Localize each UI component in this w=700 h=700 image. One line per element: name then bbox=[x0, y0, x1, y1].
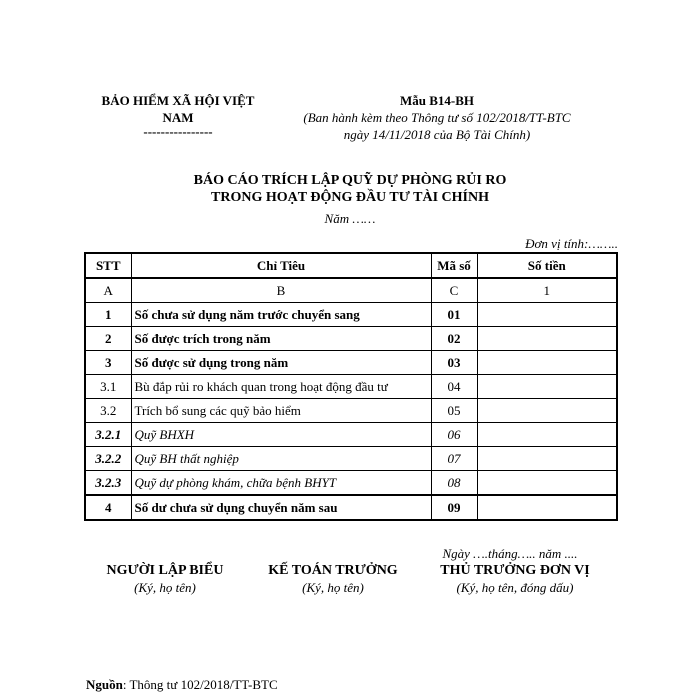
row-label: Số được sử dụng trong năm bbox=[131, 351, 431, 375]
row-stt: 3.2 bbox=[85, 399, 131, 423]
letter-b: B bbox=[131, 278, 431, 303]
source-text: : Thông tư 102/2018/TT-BTC bbox=[122, 677, 278, 692]
row-code: 05 bbox=[431, 399, 477, 423]
row-amount[interactable] bbox=[477, 327, 617, 351]
org-divider: ---------------- bbox=[143, 124, 213, 139]
row-label: Bù đắp rủi ro khách quan trong hoạt động đầu tư bbox=[131, 375, 431, 399]
accountant-title: KẾ TOÁN TRƯỞNG bbox=[268, 563, 398, 578]
row-code: 03 bbox=[431, 351, 477, 375]
report-title-line2: TRONG HOẠT ĐỘNG ĐẦU TƯ TÀI CHÍNH bbox=[211, 190, 489, 205]
table-header-row bbox=[85, 253, 617, 278]
table-row bbox=[85, 471, 617, 496]
row-amount[interactable] bbox=[477, 351, 617, 375]
header-amount: Số tiền bbox=[477, 253, 617, 278]
report-title-line1: BÁO CÁO TRÍCH LẬP QUỸ DỰ PHÒNG RỦI RO bbox=[193, 173, 507, 188]
letter-1: 1 bbox=[477, 278, 617, 303]
letter-c: C bbox=[431, 278, 477, 303]
table-row bbox=[85, 375, 617, 399]
table-row bbox=[85, 351, 617, 375]
row-stt: 3.2.1 bbox=[85, 423, 131, 447]
row-label: Quỹ BHXH bbox=[131, 423, 431, 447]
table-row bbox=[85, 423, 617, 447]
row-amount[interactable] bbox=[477, 471, 617, 496]
table-row bbox=[85, 327, 617, 351]
row-amount[interactable] bbox=[477, 495, 617, 520]
signature-preparer bbox=[90, 562, 240, 596]
row-label: Số chưa sử dụng năm trước chuyển sang bbox=[131, 303, 431, 327]
row-code: 06 bbox=[431, 423, 477, 447]
org-name-line1: BẢO HIỂM XÃ HỘI VIỆT bbox=[101, 93, 255, 108]
letter-a: A bbox=[85, 278, 131, 303]
row-code: 09 bbox=[431, 495, 477, 520]
row-amount[interactable] bbox=[477, 399, 617, 423]
report-title bbox=[120, 172, 580, 206]
row-amount[interactable] bbox=[477, 303, 617, 327]
row-stt: 4 bbox=[85, 495, 131, 520]
table-row bbox=[85, 495, 617, 520]
row-code: 04 bbox=[431, 375, 477, 399]
report-year: Năm …… bbox=[324, 211, 376, 226]
source-label: Nguồn bbox=[86, 677, 123, 692]
table-row bbox=[85, 447, 617, 471]
head-title: THỦ TRƯỞNG ĐƠN VỊ bbox=[440, 563, 590, 578]
report-table bbox=[84, 252, 618, 521]
table-row bbox=[85, 399, 617, 423]
row-label: Quỹ BH thất nghiệp bbox=[131, 447, 431, 471]
row-label: Số dư chưa sử dụng chuyển năm sau bbox=[131, 495, 431, 520]
form-issued-line2: ngày 14/11/2018 của Bộ Tài Chính) bbox=[343, 127, 531, 142]
accountant-note: (Ký, họ tên) bbox=[302, 580, 364, 595]
header-stt: STT bbox=[85, 253, 131, 278]
row-code: 01 bbox=[431, 303, 477, 327]
row-amount[interactable] bbox=[477, 423, 617, 447]
row-stt: 3 bbox=[85, 351, 131, 375]
row-code: 07 bbox=[431, 447, 477, 471]
table-row bbox=[85, 303, 617, 327]
row-stt: 3.1 bbox=[85, 375, 131, 399]
organization-header bbox=[88, 92, 268, 138]
form-code: Mẫu B14-BH bbox=[399, 93, 475, 108]
row-label: Số được trích trong năm bbox=[131, 327, 431, 351]
header-code: Mã số bbox=[431, 253, 477, 278]
header-indicator: Chỉ Tiêu bbox=[131, 253, 431, 278]
row-code: 08 bbox=[431, 471, 477, 496]
row-code: 02 bbox=[431, 327, 477, 351]
row-stt: 3.2.2 bbox=[85, 447, 131, 471]
row-stt: 3.2.3 bbox=[85, 471, 131, 496]
signature-date: Ngày ….tháng….. năm .... bbox=[442, 546, 578, 561]
row-label: Quỹ dự phòng khám, chữa bệnh BHYT bbox=[131, 471, 431, 496]
row-stt: 1 bbox=[85, 303, 131, 327]
row-amount[interactable] bbox=[477, 375, 617, 399]
org-name-line2: NAM bbox=[162, 110, 194, 125]
preparer-note: (Ký, họ tên) bbox=[134, 580, 196, 595]
signature-accountant bbox=[258, 562, 408, 596]
row-stt: 2 bbox=[85, 327, 131, 351]
form-issued-line1: (Ban hành kèm theo Thông tư số 102/2018/TT-BTC bbox=[303, 110, 571, 125]
table-column-letters-row bbox=[85, 278, 617, 303]
form-info bbox=[282, 92, 592, 143]
head-note: (Ký, họ tên, đóng dấu) bbox=[456, 580, 574, 595]
signature-head bbox=[420, 562, 610, 596]
unit-of-measure: Đơn vị tính:…….. bbox=[525, 236, 618, 251]
row-amount[interactable] bbox=[477, 447, 617, 471]
row-label: Trích bổ sung các quỹ bảo hiểm bbox=[131, 399, 431, 423]
source-note bbox=[86, 677, 278, 693]
preparer-title: NGƯỜI LẬP BIỂU bbox=[106, 563, 224, 578]
